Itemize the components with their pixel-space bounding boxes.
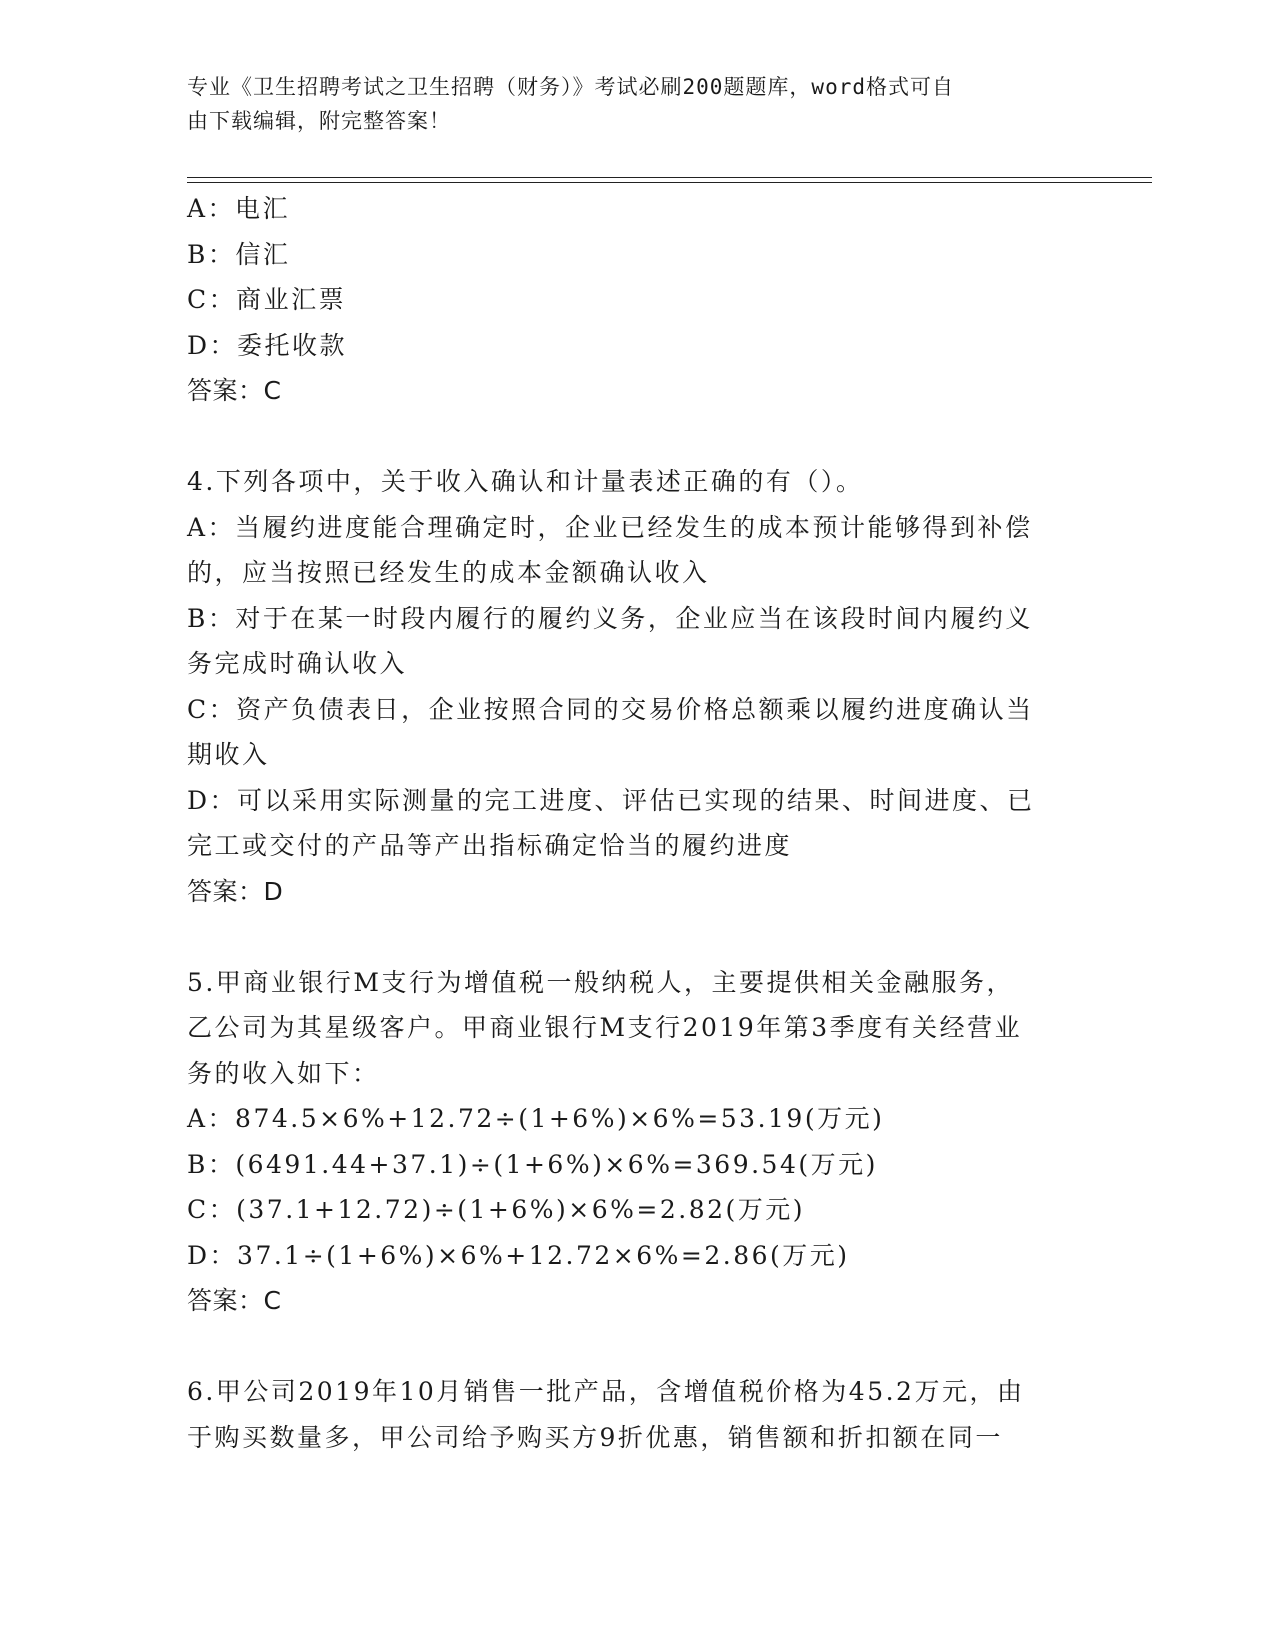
- q4-option-c-line-2: 期收入: [187, 740, 270, 769]
- q4-option-c-line-1: C：资产负债表日，企业按照合同的交易价格总额乘以履约进度确认当: [187, 694, 1034, 724]
- spacer: [187, 914, 1077, 960]
- document-header: [187, 70, 1067, 138]
- header-line-2: 由下载编辑，附完整答案！: [187, 109, 451, 133]
- q4-question: 4.下列各项中，关于收入确认和计量表述正确的有（）。: [187, 467, 864, 496]
- q5-question-line-3: 务的收入如下：: [187, 1058, 380, 1088]
- q4-option-a-line-1: A：当履约进度能合理确定时，企业已经发生的成本预计能够得到补偿: [187, 512, 1033, 542]
- document-body: [187, 186, 1077, 1460]
- q4-option-d-line-2: 完工或交付的产品等产出指标确定恰当的履约进度: [187, 831, 793, 860]
- q5-question-line-2: 乙公司为其星级客户。甲商业银行M支行2019年第3季度有关经营业: [187, 1013, 1023, 1042]
- header-divider-top: [187, 177, 1152, 178]
- q3-option-b: B：信汇: [187, 239, 291, 269]
- q4-option-b-line-2: 务完成时确认收入: [187, 649, 408, 678]
- q3-option-d: D：委托收款: [187, 330, 348, 360]
- question-3: [187, 186, 1077, 414]
- q6-question-line-2: 于购买数量多，甲公司给予购买方9折优惠，销售额和折扣额在同一: [187, 1422, 1003, 1452]
- q5-answer: 答案：C: [187, 1286, 282, 1315]
- q4-option-a-line-2: 的，应当按照已经发生的成本金额确认收入: [187, 558, 710, 587]
- header-line-1: 专业《卫生招聘考试之卫生招聘（财务）》考试必刷200题题库，word格式可自: [187, 75, 954, 99]
- q5-question-line-1: 5.甲商业银行M支行为增值税一般纳税人，主要提供相关金融服务，: [187, 967, 1014, 997]
- q4-answer: 答案：D: [187, 876, 284, 906]
- question-4: [187, 459, 1077, 914]
- q3-option-c: C：商业汇票: [187, 285, 347, 314]
- question-6: [187, 1369, 1077, 1460]
- q3-option-a: A：电汇: [187, 194, 291, 223]
- q6-question-line-1: 6.甲公司2019年10月销售一批产品，含增值税价格为45.2万元，由: [187, 1377, 1025, 1406]
- q4-option-b-line-1: B：对于在某一时段内履行的履约义务，企业应当在该段时间内履约义: [187, 603, 1033, 633]
- spacer: [187, 414, 1077, 460]
- q4-option-d-line-1: D：可以采用实际测量的完工进度、评估已实现的结果、时间进度、已: [187, 785, 1035, 815]
- q3-answer: 答案：C: [187, 376, 282, 405]
- question-5: [187, 960, 1077, 1324]
- spacer: [187, 1324, 1077, 1370]
- q5-option-c: C：(37.1+12.72)÷(1+6%)×6%=2.82(万元): [187, 1195, 806, 1224]
- q5-option-a: A：874.5×6%+12.72÷(1+6%)×6%=53.19(万元): [187, 1104, 885, 1133]
- q5-option-b: B：(6491.44+37.1)÷(1+6%)×6%=369.54(万元): [187, 1149, 878, 1179]
- q5-option-d: D：37.1÷(1+6%)×6%+12.72×6%=2.86(万元): [187, 1240, 850, 1270]
- header-divider-bottom: [187, 182, 1152, 183]
